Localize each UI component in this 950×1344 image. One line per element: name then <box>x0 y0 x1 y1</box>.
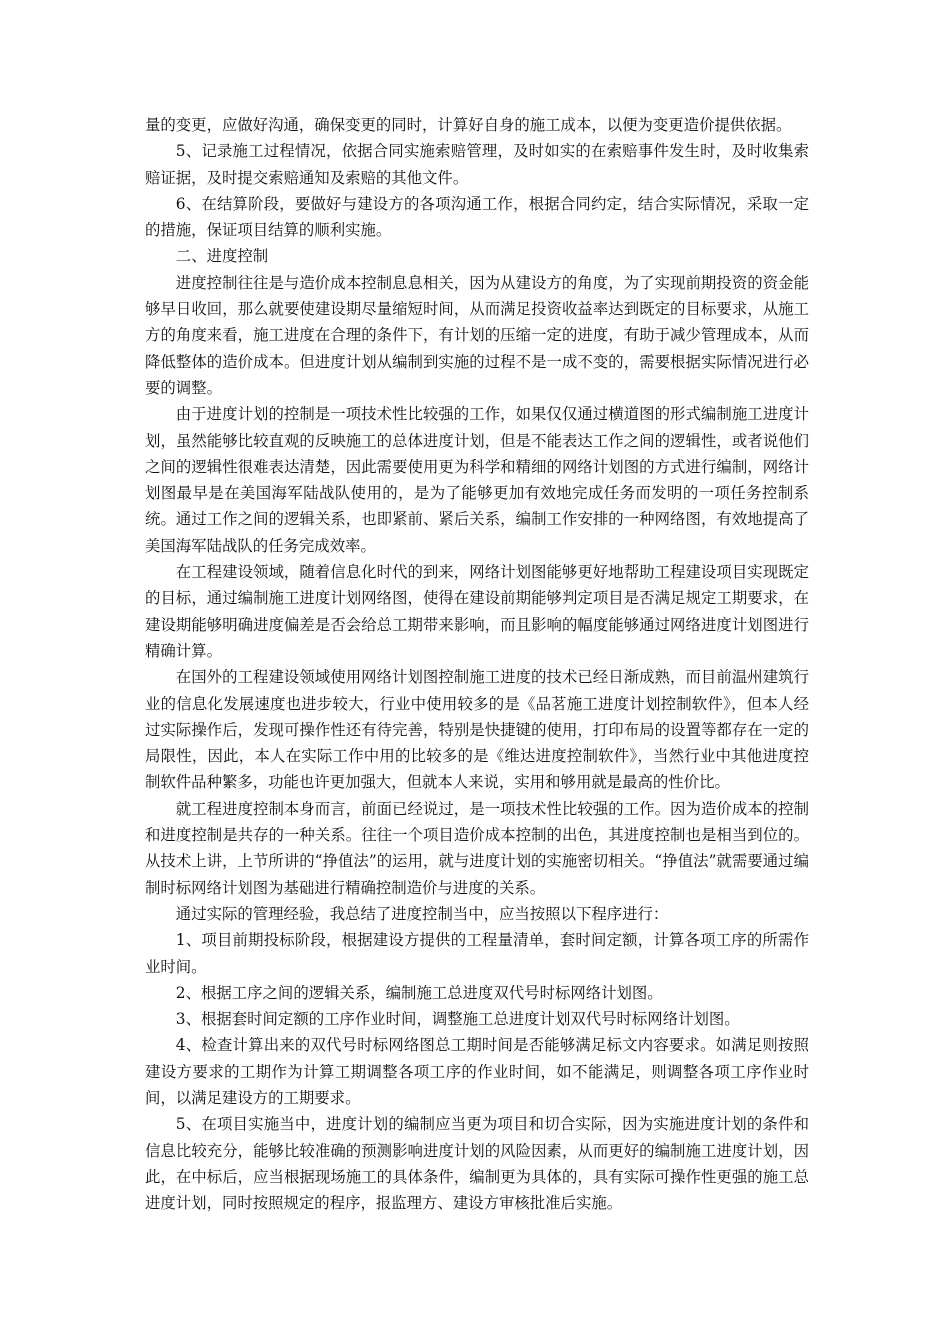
paragraph-network-plan: 由于进度计划的控制是一项技术性比较强的工作，如果仅仅通过横道图的形式编制施工进度计划，虽然能够比较直观的反映施工的总体进度计划，但是不能表达工作之间的逻辑性，或者说他们之间的逻辑性很难表达清楚，因此需要使用更为科学和精细的网络计划图的方式进行编制，网络计划图最早是在美国海军陆战队使用的，是为了能够更加有效地完成任务而发明的一项任务控制系统。通过工作之间的逻辑关系，也即紧前、紧后关系，编制工作安排的一种网络图，有效地提高了美国海军陆战队的任务完成效率。 <box>145 405 809 555</box>
paragraph-step-2: 2、根据工序之间的逻辑关系，编制施工总进度双代号时标网络计划图。 <box>175 983 663 1002</box>
paragraph-progress-intro: 进度控制往往是与造价成本控制息息相关，因为从建设方的角度，为了实现前期投资的资金能够早日收回，那么就要使建设期尽量缩短时间，从而满足投资收益率达到既定的目标要求，从施工方的角度来看，施工进度在合理的条件下，有计划的压缩一定的进度，有助于减少管理成本，从而降低整体的造价成本。但进度计划从编制到实施的过程不是一成不变的，需要根据实际情况进行必要的调整。 <box>145 273 809 397</box>
section-heading-progress-control: 二、进度控制 <box>175 247 269 266</box>
paragraph-step-5: 5、在项目实施当中，进度计划的编制应当更为项目和切合实际，因为实施进度计划的条件和信息比较充分，能够比较准确的预测影响进度计划的风险因素，从而更好的编制施工进度计划，因此，在中标后，应当根据现场施工的具体条件，编制更为具体的，具有实际可操作性更强的施工总进度计划，同时按照规定的程序，报监理方、建设方审核批准后实施。 <box>145 1115 809 1213</box>
paragraph-item-6-settlement: 6、在结算阶段，要做好与建设方的各项沟通工作，根据合同约定，结合实际情况，采取一定的措施，保证项目结算的顺利实施。 <box>145 194 809 240</box>
paragraph-earned-value: 就工程进度控制本身而言，前面已经说过，是一项技术性比较强的工作。因为造价成本的控制和进度控制是共存的一种关系。往往一个项目造价成本控制的出色，其进度控制也是相当到位的。从技术上讲，上节所讲的“挣值法”的运用，就与进度计划的实施密切相关。“挣值法”就需要通过编制时标网络计划图为基础进行精确控制造价与进度的关系。 <box>145 799 809 897</box>
paragraph-item-5-claims: 5、记录施工过程情况，依据合同实施索赔管理，及时如实的在索赔事件发生时，及时收集索赔证据，及时提交索赔通知及索赔的其他文件。 <box>145 142 809 187</box>
paragraph-informatization: 在工程建设领域，随着信息化时代的到来，网络计划图能够更好地帮助工程建设项目实现既定的目标，通过编制施工进度计划网络图，使得在建设前期能够判定项目是否满足规定工期要求，在建设期能够明确进度偏差是否会给总工期带来影响，而且影响的幅度能够通过网络进度计划图进行精确计算。 <box>145 563 809 660</box>
paragraph-step-1: 1、项目前期投标阶段，根据建设方提供的工程量清单，套时间定额，计算各项工序的所需作业时间。 <box>145 931 809 976</box>
paragraph-continuation: 量的变更，应做好沟通，确保变更的同时，计算好自身的施工成本，以便为变更造价提供依据。 <box>145 116 792 134</box>
document-body <box>145 112 809 1216</box>
paragraph-step-4: 4、检查计算出来的双代号时标网络图总工期时间是否能够满足标文内容要求。如满足则按照建设方要求的工期作为计算工期调整各项工序的作业时间，如不能满足，则调整各项工序作业时间，以满足建设方的工期要求。 <box>145 1036 809 1107</box>
paragraph-procedure-intro: 通过实际的管理经验，我总结了进度控制当中，应当按照以下程序进行： <box>175 904 669 923</box>
paragraph-software: 在国外的工程建设领域使用网络计划图控制施工进度的技术已经日渐成熟，而目前温州建筑行业的信息化发展速度也进步较大，行业中使用较多的是《品茗施工进度计划控制软件》，但本人经过实际操作后，发现可操作性还有待完善，特别是快捷键的使用，打印布局的设置等都存在一定的局限性，因此，本人在实际工作中用的比较多的是《维达进度控制软件》，当然行业中其他进度控制软件品种繁多，功能也许更加强大，但就本人来说，实用和够用就是最高的性价比。 <box>145 668 809 792</box>
paragraph-step-3: 3、根据套时间定额的工序作业时间，调整施工总进度计划双代号时标网络计划图。 <box>175 1010 740 1029</box>
